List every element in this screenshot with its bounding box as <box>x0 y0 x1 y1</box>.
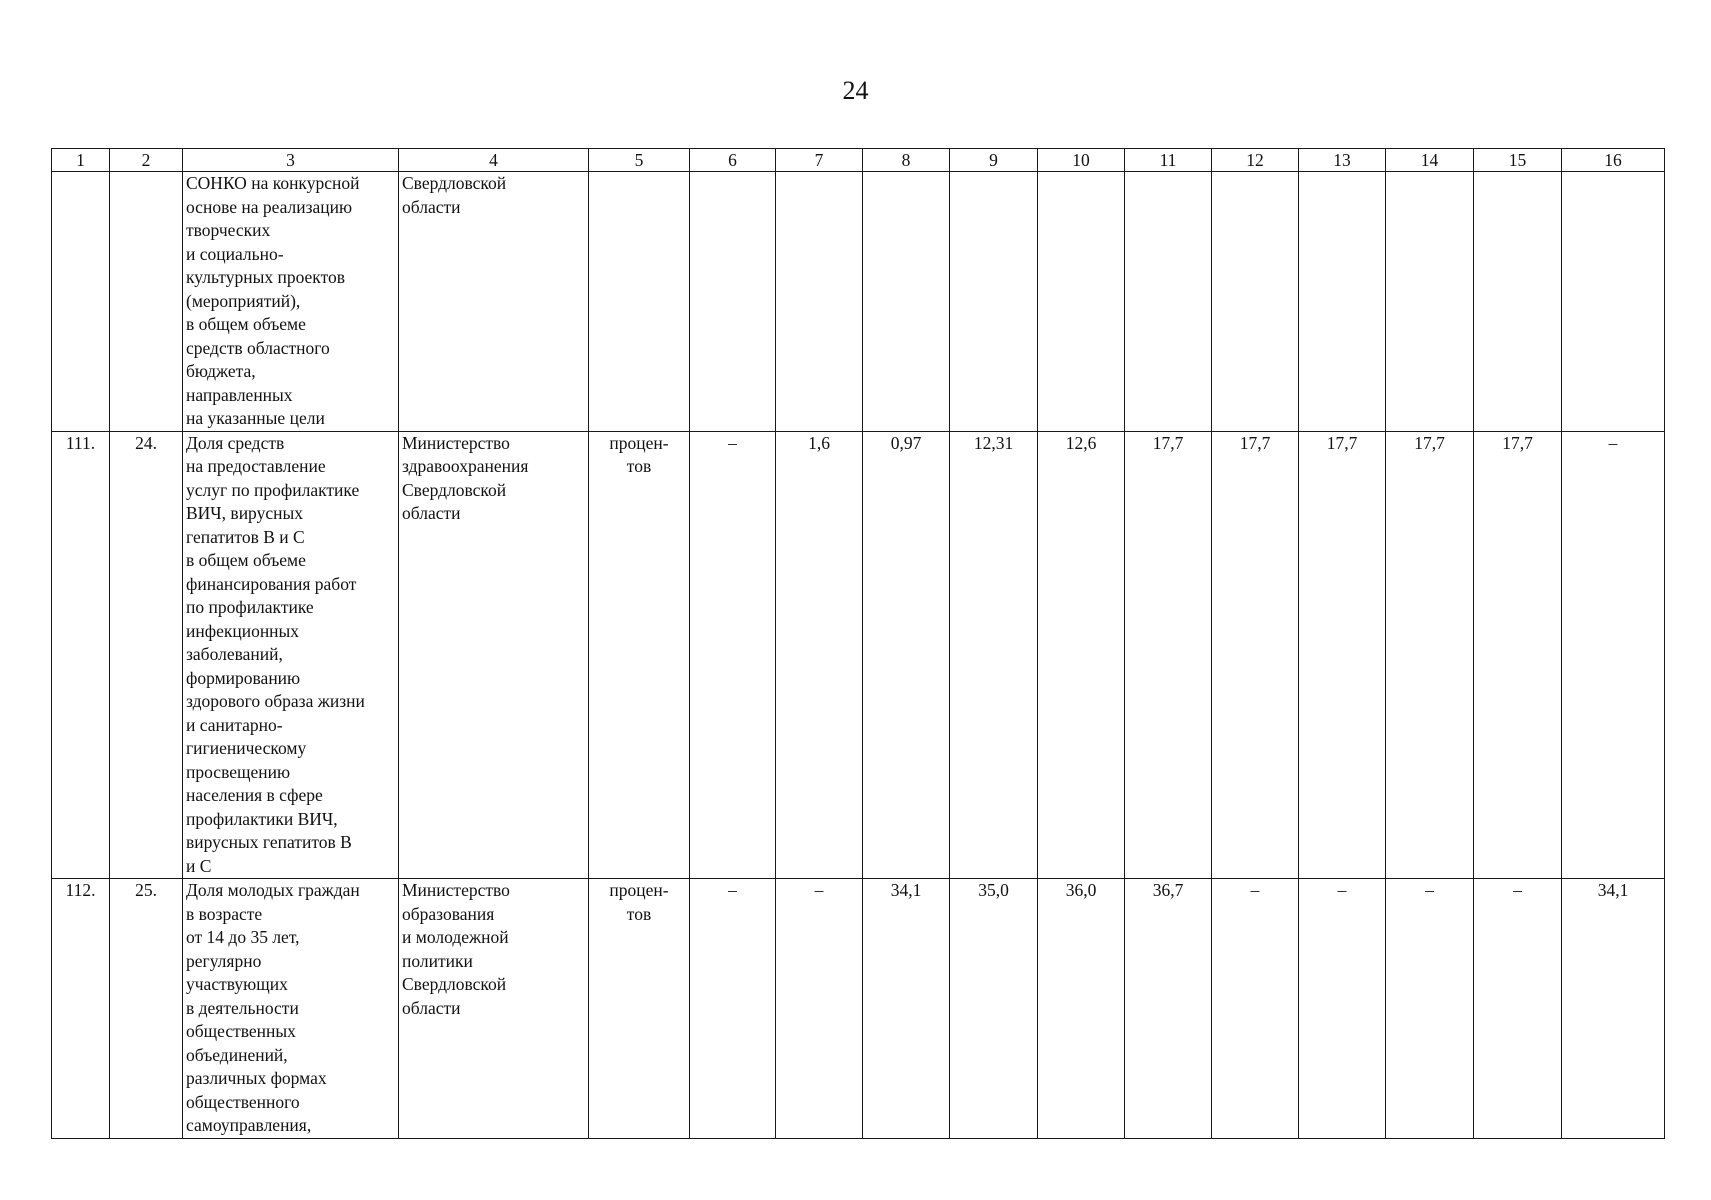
value-cell <box>1038 172 1125 432</box>
value-cell <box>1212 172 1299 432</box>
value-cell <box>1474 172 1562 432</box>
value-cell <box>863 172 950 432</box>
value-cell: – <box>1212 879 1299 1139</box>
value-cell: 17,7 <box>1299 431 1386 879</box>
row-number-cell: 111. <box>52 431 110 879</box>
row-number-cell <box>52 172 110 432</box>
value-cell: 17,7 <box>1474 431 1562 879</box>
page-number: 24 <box>842 76 869 105</box>
column-header: 7 <box>776 149 863 172</box>
table-row <box>52 172 1665 432</box>
indicators-table <box>51 148 1665 1139</box>
column-header: 14 <box>1386 149 1474 172</box>
column-header: 1 <box>52 149 110 172</box>
value-cell <box>1562 172 1665 432</box>
value-cell: 34,1 <box>863 879 950 1139</box>
column-header: 6 <box>690 149 776 172</box>
value-cell <box>1125 172 1212 432</box>
column-header: 5 <box>589 149 690 172</box>
value-cell: – <box>1299 879 1386 1139</box>
value-cell: 12,6 <box>1038 431 1125 879</box>
indicator-name-cell: Доля средств на предоставление услуг по профилактике ВИЧ, вирусных гепатитов В и С в общем объеме финансирования работ по профилактике инфекционных заболеваний, формированию здорового образа жизни и санитарно- гигиеническому просвещению населения в сфере профилактики ВИЧ, вирусных гепатитов В и С <box>183 431 399 879</box>
value-cell: 0,97 <box>863 431 950 879</box>
value-cell: 17,7 <box>1386 431 1474 879</box>
column-header: 9 <box>950 149 1038 172</box>
unit-cell: процен- тов <box>589 431 690 879</box>
value-cell: 36,0 <box>1038 879 1125 1139</box>
value-cell: 17,7 <box>1125 431 1212 879</box>
value-cell: – <box>776 879 863 1139</box>
column-header: 15 <box>1474 149 1562 172</box>
table-row <box>52 879 1665 1139</box>
value-cell: 17,7 <box>1212 431 1299 879</box>
value-cell: 36,7 <box>1125 879 1212 1139</box>
column-header: 8 <box>863 149 950 172</box>
column-number-header-row <box>52 149 1665 172</box>
unit-cell <box>589 172 690 432</box>
value-cell: – <box>1474 879 1562 1139</box>
value-cell: – <box>1562 431 1665 879</box>
column-header: 3 <box>183 149 399 172</box>
value-cell: 12,31 <box>950 431 1038 879</box>
value-cell <box>1299 172 1386 432</box>
responsible-executor-cell: Министерство здравоохранения Свердловской области <box>399 431 589 879</box>
indicator-name-cell: СОНКО на конкурсной основе на реализацию творческих и социально- культурных проектов (мероприятий), в общем объеме средств областного бюджета, направленных на указанные цели <box>183 172 399 432</box>
column-header: 11 <box>1125 149 1212 172</box>
value-cell <box>1386 172 1474 432</box>
value-cell: 34,1 <box>1562 879 1665 1139</box>
value-cell <box>950 172 1038 432</box>
column-header: 16 <box>1562 149 1665 172</box>
value-cell: 1,6 <box>776 431 863 879</box>
indicator-name-cell: Доля молодых граждан в возрасте от 14 до 35 лет, регулярно участвующих в деятельности общественных объединений, различных формах общественного самоуправления, <box>183 879 399 1139</box>
column-header: 10 <box>1038 149 1125 172</box>
value-cell: – <box>690 431 776 879</box>
responsible-executor-cell: Свердловской области <box>399 172 589 432</box>
value-cell <box>690 172 776 432</box>
value-cell: – <box>1386 879 1474 1139</box>
value-cell <box>776 172 863 432</box>
table-row <box>52 431 1665 879</box>
column-header: 4 <box>399 149 589 172</box>
column-header: 12 <box>1212 149 1299 172</box>
column-header: 13 <box>1299 149 1386 172</box>
value-cell: – <box>690 879 776 1139</box>
item-number-cell <box>110 172 183 432</box>
responsible-executor-cell: Министерство образования и молодежной политики Свердловской области <box>399 879 589 1139</box>
item-number-cell: 24. <box>110 431 183 879</box>
item-number-cell: 25. <box>110 879 183 1139</box>
value-cell: 35,0 <box>950 879 1038 1139</box>
column-header: 2 <box>110 149 183 172</box>
unit-cell: процен- тов <box>589 879 690 1139</box>
row-number-cell: 112. <box>52 879 110 1139</box>
